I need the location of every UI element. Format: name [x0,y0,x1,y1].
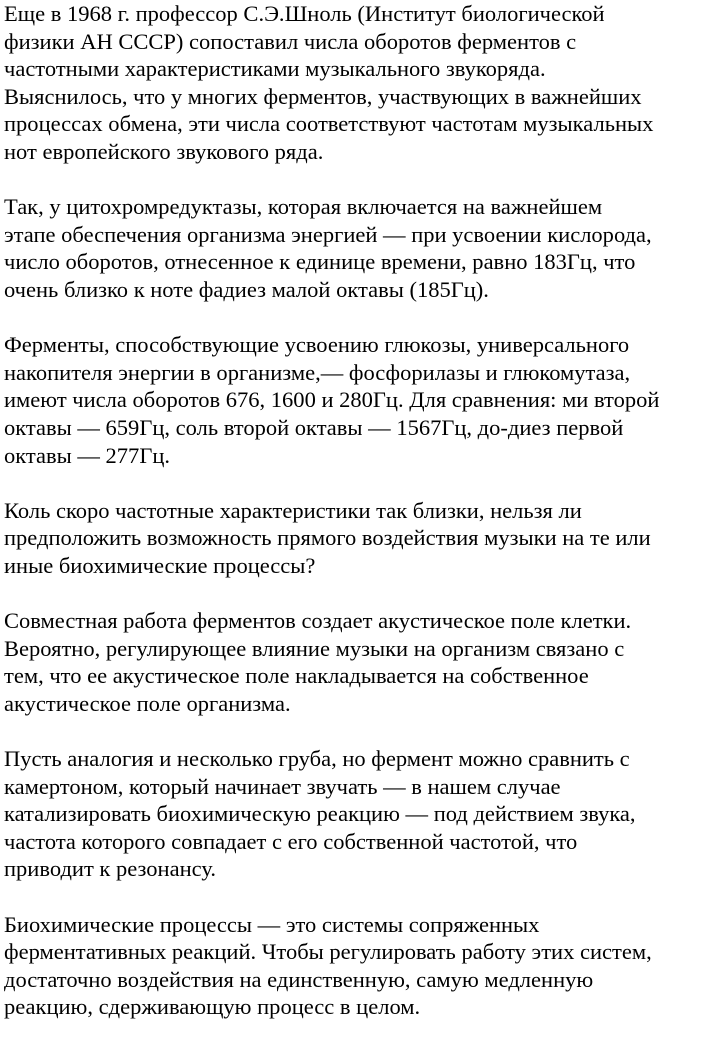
text-line: предположить возможность прямого воздействия музыки на те или [4,525,651,551]
paragraph-4 [4,497,704,580]
paragraph-3 [4,331,704,469]
text-line: физики АН СССР) сопоставил числа оборотов ферментов с [4,28,577,54]
text-line: имеют числа оборотов 676, 1600 и 280Гц. Для сравнения: ми второй [4,387,660,413]
text-line: камертоном, который начинает звучать — в нашем случае [4,773,561,799]
text-line: октавы — 659Гц, соль второй октавы — 1567Гц, до-диез первой [4,414,624,440]
text-line: Так, у цитохромредуктазы, которая включается на важнейшем [4,194,603,220]
text-line: приводит к резонансу. [4,856,216,882]
text-line: частота которого совпадает с его собственной частотой, что [4,828,578,854]
paragraph-6 [4,745,704,883]
text-line: число оборотов, отнесенное к единице времени, равно 183Гц, что [4,249,636,275]
text-line: октавы — 277Гц. [4,442,171,468]
paragraph-5 [4,607,704,717]
text-line: Ферменты, способствующие усвоению глюкозы, универсального [4,332,630,358]
text-line: Выяснилось, что у многих ферментов, участвующих в важнейших [4,83,642,109]
text-line: частотными характеристиками музыкального звукоряда. [4,56,546,82]
text-line: достаточно воздействия на единственную, самую медленную [4,966,594,992]
text-line: Коль скоро частотные характеристики так близки, нельзя ли [4,497,582,523]
text-line: акустическое поле организма. [4,690,291,716]
document-page [4,0,704,1049]
text-line: тем, что ее акустическое поле накладывается на собственное [4,663,589,689]
text-line: ферментативных реакций. Чтобы регулировать работу этих систем, [4,939,652,965]
text-line: очень близко к ноте фадиез малой октавы (185Гц). [4,276,489,302]
text-line: Еще в 1968 г. профессор С.Э.Шноль (Институт биологической [4,1,605,26]
text-line: этапе обеспечения организма энергией — при усвоении кислорода, [4,221,652,247]
text-line: процессах обмена, эти числа соответствуют частотам музыкальных [4,111,654,137]
text-line: Биохимические процессы — это системы сопряженных [4,911,540,937]
paragraph-2 [4,193,704,303]
paragraph-1 [4,0,704,166]
text-line: катализировать биохимическую реакцию — под действием звука, [4,801,636,827]
text-line: накопителя энергии в организме,— фосфорилазы и глюкомутаза, [4,359,631,385]
text-line: иные биохимические процессы? [4,552,316,578]
text-line: Вероятно, регулирующее влияние музыки на организм связано с [4,635,625,661]
text-line: Совместная работа ферментов создает акустическое поле клетки. [4,608,632,634]
text-line: нот европейского звукового ряда. [4,138,324,164]
text-line: Пусть аналогия и несколько груба, но фермент можно сравнить с [4,746,630,772]
text-line: реакцию, сдерживающую процесс в целом. [4,994,421,1020]
paragraph-7 [4,911,704,1021]
